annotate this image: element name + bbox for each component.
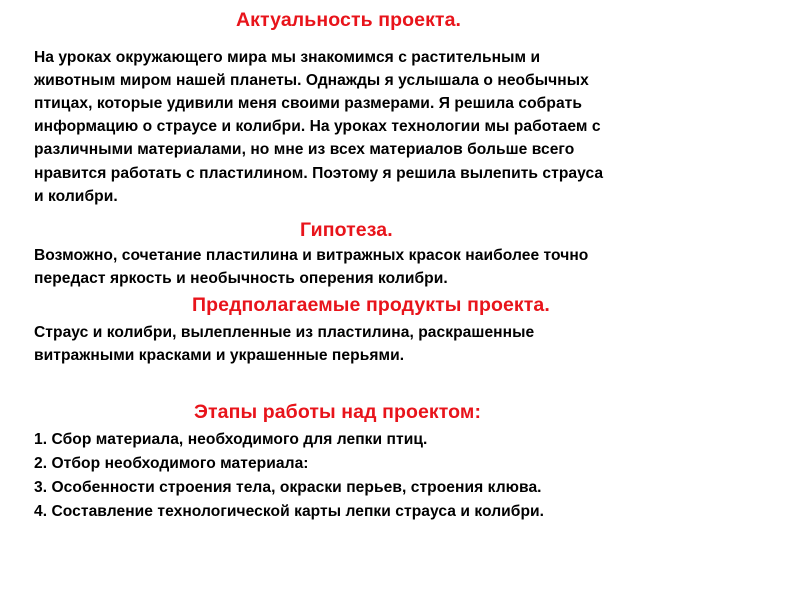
stages-item: 2. Отбор необходимого материала:	[34, 455, 309, 472]
stages-item: 1. Сбор материала, необходимого для лепки птиц.	[34, 431, 428, 448]
hypothesis-line: передаст яркость и необычность оперения колибри.	[34, 270, 448, 287]
stages-item: 3. Особенности строения тела, окраски перьев, строения клюва.	[34, 479, 542, 496]
stages-title: Этапы работы над проектом:	[194, 401, 482, 423]
relevance-line: и колибри.	[34, 188, 118, 205]
relevance-title: Актуальность проекта.	[236, 9, 462, 31]
relevance-line: различными материалами, но мне из всех материалов больше всего	[34, 141, 575, 158]
relevance-line: нравится работать с пластилином. Поэтому я решила вылепить страуса	[34, 165, 604, 182]
stages-item: 4. Составление технологической карты лепки страуса и колибри.	[34, 503, 545, 520]
products-title: Предполагаемые продукты проекта.	[192, 294, 550, 316]
relevance-line: животным миром нашей планеты. Однажды я услышала о необычных	[34, 72, 589, 89]
relevance-line: информацию о страусе и колибри. На уроках технологии мы работаем с	[34, 118, 601, 135]
relevance-line: птицах, которые удивили меня своими размерами. Я решила собрать	[34, 95, 582, 112]
hypothesis-title: Гипотеза.	[300, 219, 393, 241]
products-line: Страус и колибри, вылепленные из пластилина, раскрашенные	[34, 324, 535, 341]
products-line: витражными красками и украшенные перьями.	[34, 347, 405, 364]
relevance-line: На уроках окружающего мира мы знакомимся с растительным и	[34, 49, 541, 66]
hypothesis-line: Возможно, сочетание пластилина и витражных красок наиболее точно	[34, 247, 589, 264]
